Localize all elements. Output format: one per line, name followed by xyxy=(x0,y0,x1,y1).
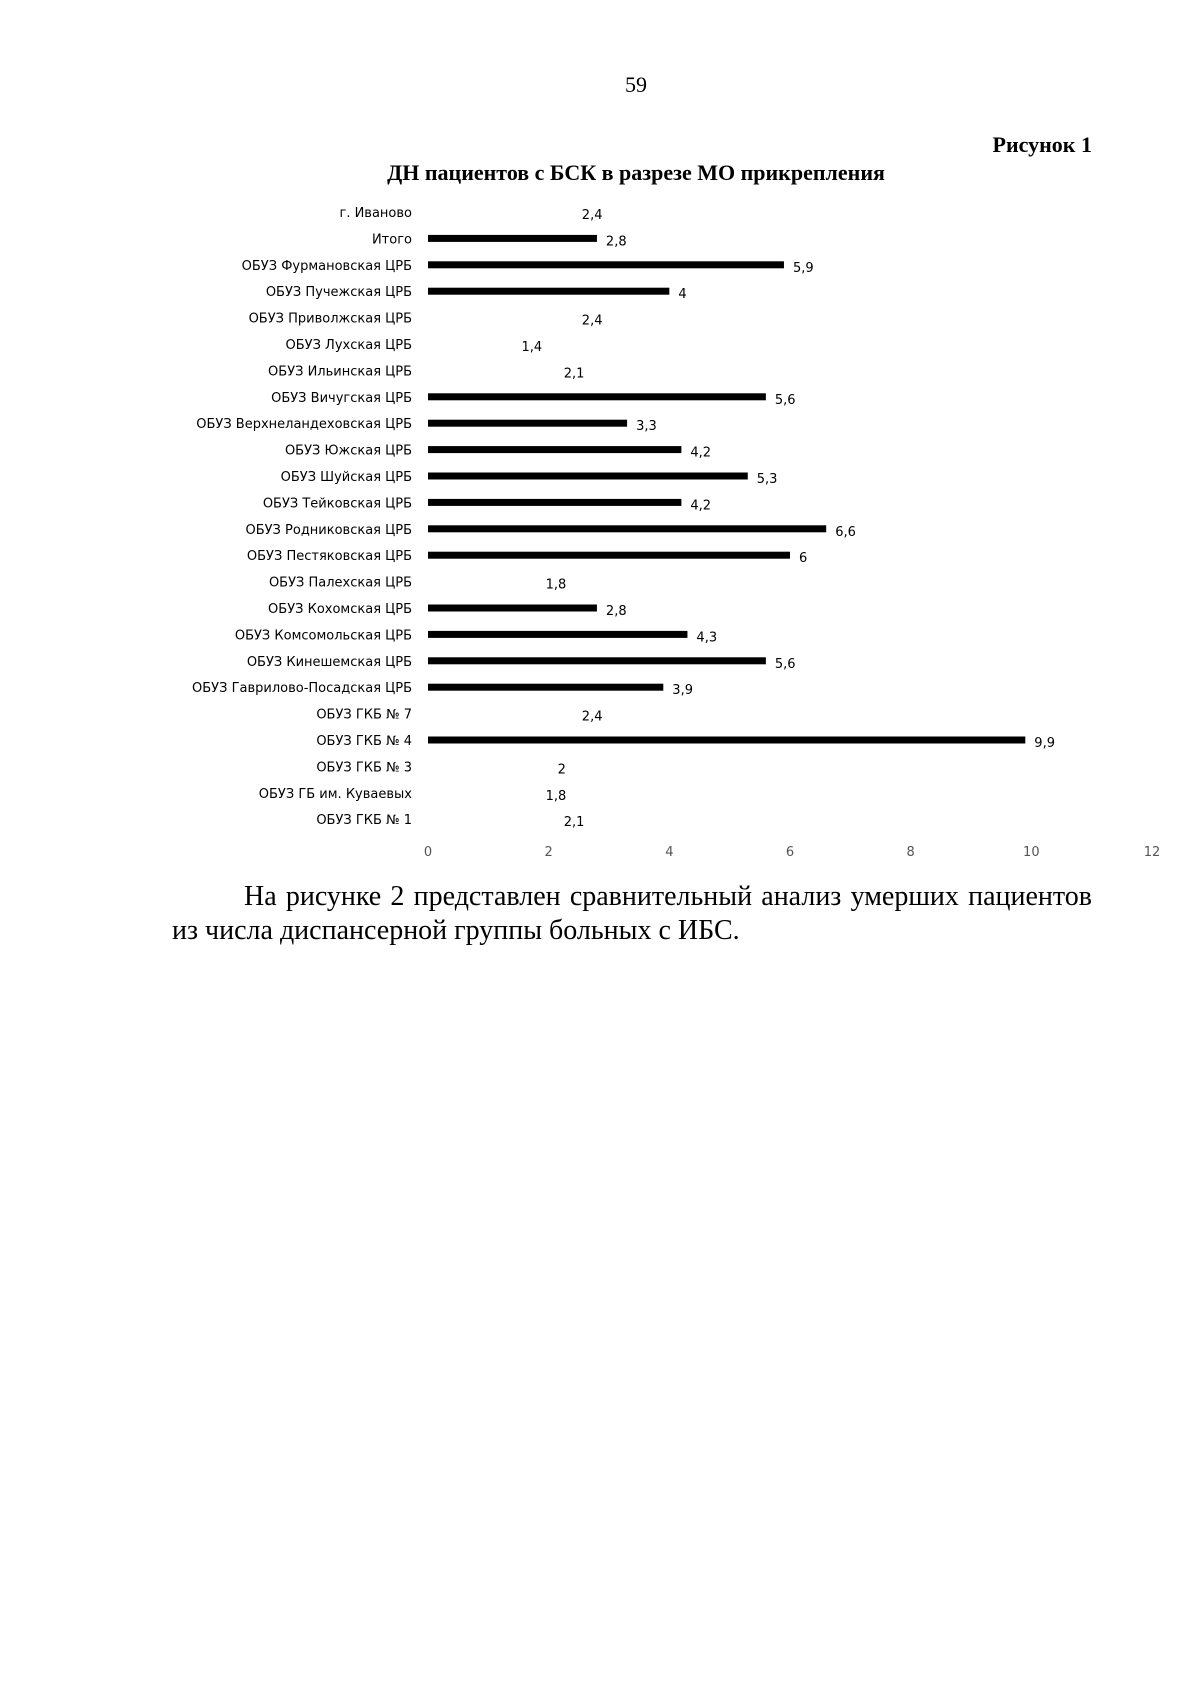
data-label: 5,6 xyxy=(774,392,796,408)
category-label: ОБУЗ Кинешемская ЦРБ xyxy=(246,654,412,670)
x-tick-label: 8 xyxy=(906,845,915,860)
category-label: ОБУЗ ГКБ № 3 xyxy=(316,760,412,776)
bar xyxy=(428,525,826,532)
x-tick-label: 4 xyxy=(665,845,674,860)
category-label: ОБУЗ ГБ им. Куваевых xyxy=(258,786,412,802)
category-label: Итого xyxy=(371,232,412,248)
bar xyxy=(428,499,681,506)
data-label: 2,1 xyxy=(563,366,585,382)
data-label: 6,6 xyxy=(835,524,856,540)
data-label: 4,2 xyxy=(690,445,712,461)
category-label: ОБУЗ Пучежская ЦРБ xyxy=(265,285,412,301)
bar xyxy=(428,446,681,453)
page-number: 59 xyxy=(625,72,647,97)
bar xyxy=(428,605,597,612)
bar xyxy=(428,473,748,480)
category-label: ОБУЗ Кохомская ЦРБ xyxy=(268,602,412,617)
data-label: 4,3 xyxy=(696,630,718,646)
data-label: 5,3 xyxy=(756,472,778,487)
category-label: ОБУЗ Пестяковская ЦРБ xyxy=(246,549,412,565)
data-label: 9,9 xyxy=(1034,736,1055,751)
bar xyxy=(428,631,687,638)
data-label: 2,8 xyxy=(605,604,627,619)
bar xyxy=(428,657,766,664)
category-label: ОБУЗ Шуйская ЦРБ xyxy=(280,470,412,485)
category-label: ОБУЗ Лухская ЦРБ xyxy=(285,338,412,353)
category-label: ОБУЗ Приволжская ЦРБ xyxy=(248,311,412,327)
bar xyxy=(428,288,669,295)
data-label: 1,8 xyxy=(545,788,567,804)
data-label: 1,8 xyxy=(545,577,567,593)
bar xyxy=(428,235,597,242)
bar xyxy=(428,737,1025,744)
data-label: 6 xyxy=(799,551,808,567)
data-label: 4,2 xyxy=(690,498,712,514)
data-label: 2,4 xyxy=(581,709,603,725)
bar xyxy=(428,684,663,691)
category-label: ОБУЗ Ильинская ЦРБ xyxy=(268,364,412,380)
x-tick-label: 12 xyxy=(1143,845,1161,860)
category-label: ОБУЗ Палехская ЦРБ xyxy=(268,575,412,591)
data-label: 1,4 xyxy=(521,340,543,355)
data-label: 2,4 xyxy=(581,208,603,223)
data-label: 2,1 xyxy=(563,815,585,831)
bar xyxy=(428,420,627,427)
category-label: ОБУЗ Комсомольская ЦРБ xyxy=(234,628,412,644)
body-paragraph: На рисунке 2 представлен сравнительный анализ умерших пациентов из числа диспансерной группы больных с ИБС. xyxy=(172,881,1092,946)
data-label: 2 xyxy=(557,762,566,778)
bar xyxy=(428,393,766,400)
category-label: ОБУЗ ГКБ № 4 xyxy=(316,734,412,749)
data-label: 3,9 xyxy=(672,683,693,699)
data-label: 5,6 xyxy=(774,656,796,672)
category-label: ОБУЗ Южская ЦРБ xyxy=(284,443,412,459)
figure-caption: Рисунок 1 xyxy=(992,132,1092,157)
category-label: ОБУЗ Гаврилово-Посадская ЦРБ xyxy=(192,681,412,697)
category-label: ОБУЗ Фурмановская ЦРБ xyxy=(241,258,412,274)
category-label: ОБУЗ Тейковская ЦРБ xyxy=(262,496,412,512)
data-label: 5,9 xyxy=(792,260,814,276)
data-label: 3,3 xyxy=(636,419,657,435)
category-label: ОБУЗ Верхнеландеховская ЦРБ xyxy=(196,417,412,433)
x-tick-label: 0 xyxy=(423,845,433,860)
category-label: г. Иваново xyxy=(339,206,412,221)
category-label: ОБУЗ ГКБ № 1 xyxy=(316,813,412,829)
bar xyxy=(428,552,790,559)
category-label: ОБУЗ Родниковская ЦРБ xyxy=(245,522,412,538)
x-tick-label: 2 xyxy=(544,845,553,860)
data-label: 4 xyxy=(678,287,687,303)
x-tick-label: 10 xyxy=(1023,845,1040,860)
x-tick-label: 6 xyxy=(785,845,795,860)
category-label: ОБУЗ ГКБ № 7 xyxy=(316,707,412,723)
chart-title: ДН пациентов с БСК в разрезе МО прикрепления xyxy=(387,160,885,185)
data-label: 2,8 xyxy=(605,234,627,250)
data-label: 2,4 xyxy=(581,313,603,329)
category-label: ОБУЗ Вичугская ЦРБ xyxy=(271,390,412,406)
bar xyxy=(428,261,784,268)
